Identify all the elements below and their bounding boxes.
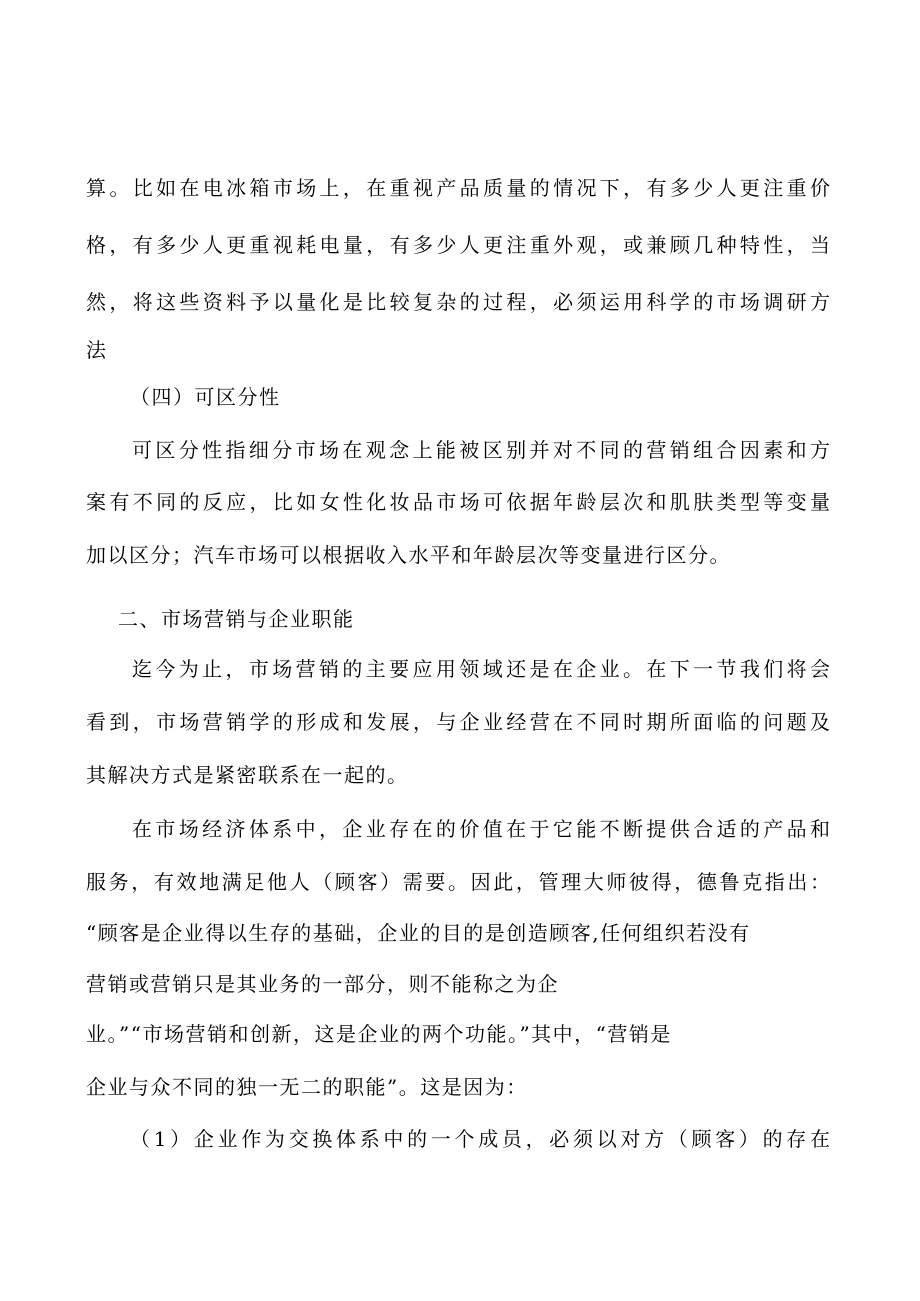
text-line: 其解决方式是紧密联系在一起的。 [86,763,409,787]
text-line: 格，有多少人更重视耗电量，有多少人更注重外观，或兼顾几种特性，当 [86,233,830,257]
text-line: （1）企业作为交换体系中的一个成员，必须以对方（顾客）的存在 [130,1127,830,1151]
text-line: 业。”“市场营销和创新，这是企业的两个功能。”其中，“营销是 [86,1022,672,1046]
text-line: 法 [86,338,108,362]
text-line: 迄今为止，市场营销的主要应用领域还是在企业。在下一节我们将会 [132,657,830,681]
text-line: 营销或营销只是其业务的一部分，则不能称之为企 [86,972,559,996]
text-line: 算。比如在电冰箱市场上，在重视产品质量的情况下，有多少人更注重价 [86,176,830,200]
text-line: 加以区分；汽车市场可以根据收入水平和年龄层次等变量进行区分。 [86,543,731,567]
text-line: 然，将这些资料予以量化是比较复杂的过程，必须运用科学的市场调研方 [86,290,830,314]
text-line: “顾客是企业得以生存的基础，企业的目的是创造顾客,任何组织若没有 [86,921,751,945]
text-line: 案有不同的反应，比如女性化妆品市场可依据年龄层次和肌肤类型等变量 [86,490,830,514]
text-line: （四）可区分性 [130,385,281,409]
text-line: 可区分性指细分市场在观念上能被区别并对不同的营销组合因素和方 [132,438,830,462]
text-line: 二、市场营销与企业职能 [118,607,355,631]
text-line: 服务，有效地满足他人（顾客）需要。因此，管理大师彼得，德鲁克指出： [86,870,830,894]
text-line: 企业与众不同的独一无二的职能”。这是因为： [86,1075,528,1099]
text-line: 在市场经济体系中，企业存在的价值在于它能不断提供合适的产品和 [132,817,830,841]
text-line: 看到，市场营销学的形成和发展，与企业经营在不同时期所面临的问题及 [86,710,830,734]
